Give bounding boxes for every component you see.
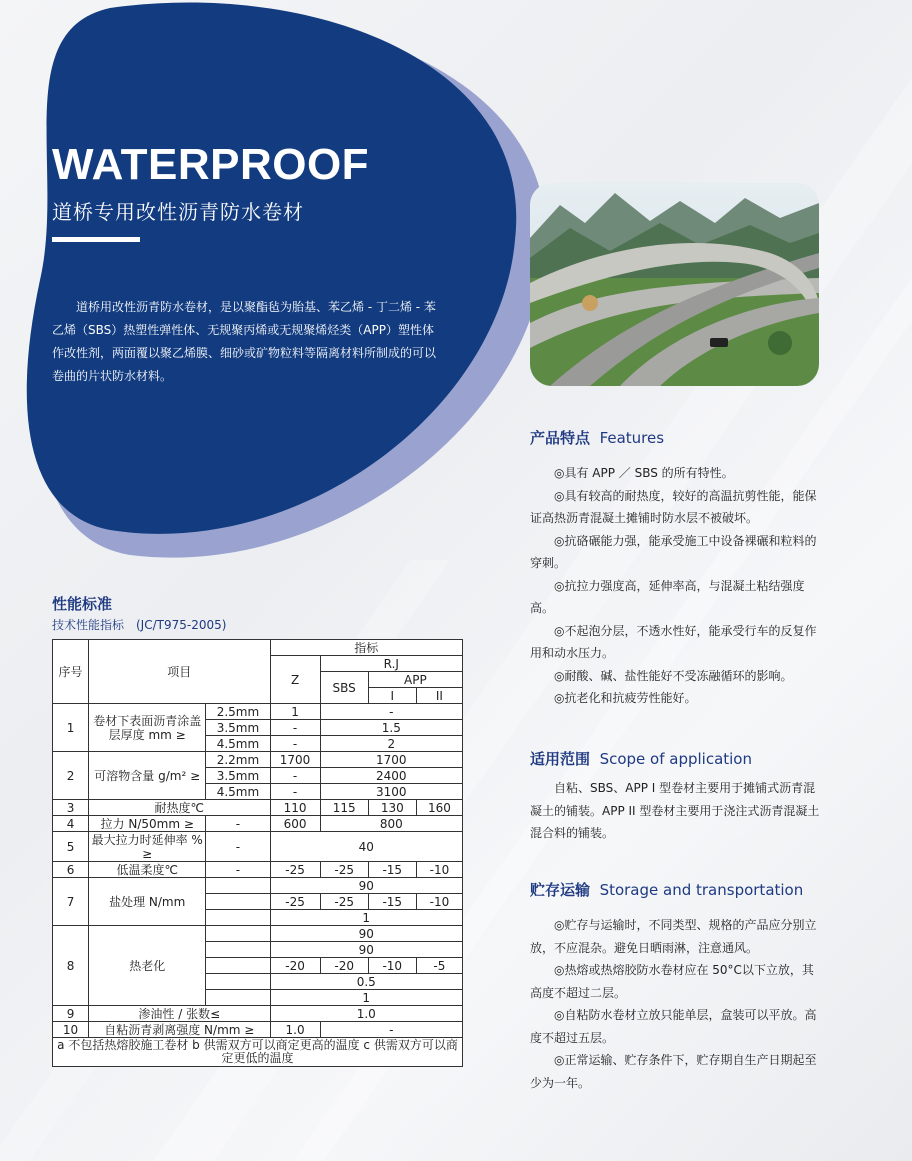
cell-value: 90: [270, 878, 463, 894]
cell-no: 9: [53, 1006, 89, 1022]
header-rj: R.J: [320, 656, 462, 672]
cell-rj: 1.5: [320, 720, 462, 736]
cell-item: 盐处理 N/mm: [89, 878, 206, 926]
cell-no: 3: [53, 800, 89, 816]
header-app-i: I: [368, 688, 416, 704]
header-app: APP: [368, 672, 462, 688]
cell-no: 6: [53, 862, 89, 878]
cell-no: 1: [53, 704, 89, 752]
table-row: [53, 752, 463, 768]
cell-item: 自粘沥青剥离强度 N/mm ≥: [89, 1022, 270, 1038]
cell-spec: [206, 974, 270, 990]
cell-z: -: [270, 720, 320, 736]
scope-text: 自粘、SBS、APP I 型卷材主要用于摊铺式沥青混凝土的铺装。APP II 型卷材主要用于浇注式沥青混凝土混合料的铺装。: [530, 781, 820, 840]
cell-spec: [206, 926, 270, 942]
cell-spec: -: [206, 862, 270, 878]
cell-item: 最大拉力时延伸率 % ≥: [89, 832, 206, 862]
cell-no: 7: [53, 878, 89, 926]
table-row: [53, 926, 463, 942]
cell-spec: 4.5mm: [206, 736, 270, 752]
cell-z: -25: [270, 862, 320, 878]
cell-value: 0.5: [270, 974, 463, 990]
storage-list: [530, 914, 822, 1094]
cell-z: 1.0: [270, 1022, 320, 1038]
cell-rj: 1700: [320, 752, 462, 768]
cell-value: 90: [270, 926, 463, 942]
cell-item: 可溶物含量 g/m² ≥: [89, 752, 206, 800]
table-row: [53, 704, 463, 720]
cell-app-ii: -5: [416, 958, 462, 974]
hero-navy-shape: [27, 3, 516, 534]
cell-sbs: -25: [320, 894, 368, 910]
storage-item: ◎正常运输、贮存条件下，贮存期自生产日期起至少为一年。: [530, 1053, 817, 1090]
cell-app-i: -10: [368, 958, 416, 974]
cell-spec: -: [206, 832, 270, 862]
cell-spec: -: [206, 816, 270, 832]
features-title: [530, 427, 664, 448]
header-no: 序号: [53, 640, 89, 704]
cell-rj: 800: [320, 816, 462, 832]
cell-no: 4: [53, 816, 89, 832]
cell-app-ii: -10: [416, 862, 462, 878]
table-row: [53, 800, 463, 816]
cell-spec: 2.2mm: [206, 752, 270, 768]
performance-subtitle: 技术性能指标 (JC/T975-2005): [52, 618, 227, 632]
hero-intro: 道桥用改性沥青防水卷材，是以聚酯毡为胎基、苯乙烯 - 丁二烯 - 苯乙烯（SBS）热塑性弹性体、无规聚丙烯或无规聚烯烃类（APP）塑性体作改性剂，两面覆以聚乙烯膜、细砂或矿物粒料等隔离材料所制成的可以卷曲的片状防水材料。: [52, 300, 437, 383]
cell-app-i: -15: [368, 862, 416, 878]
cell-spec: 3.5mm: [206, 720, 270, 736]
feature-item: ◎耐酸、碱、盐性能好不受冻融循环的影响。: [554, 668, 793, 683]
storage-item: ◎贮存与运输时，不同类型、规格的产品应分别立放，不应混杂。避免日晒雨淋，注意通风。: [530, 918, 817, 955]
cell-z: -25: [270, 894, 320, 910]
feature-item: ◎抗硌碾能力强，能承受施工中设备裸碾和粒料的穿刺。: [530, 533, 817, 570]
cell-z: -: [270, 736, 320, 752]
header-app-ii: II: [416, 688, 462, 704]
cell-app-ii: 160: [416, 800, 462, 816]
scope-title: [530, 748, 752, 769]
cell-spec: [206, 910, 270, 926]
feature-item: ◎不起泡分层，不透水性好，能承受行车的反复作用和动水压力。: [530, 623, 817, 660]
cell-rj: 2: [320, 736, 462, 752]
cell-item: 卷材下表面沥青涂盖层厚度 mm ≥: [89, 704, 206, 752]
header-sbs: SBS: [320, 672, 368, 704]
feature-item: ◎抗拉力强度高，延伸率高，与混凝土粘结强度高。: [530, 578, 805, 615]
cell-spec: 2.5mm: [206, 704, 270, 720]
cell-spec: [206, 990, 270, 1006]
highway-interchange-photo: [530, 183, 819, 386]
cell-rj: 3100: [320, 784, 462, 800]
storage-title-en: Storage and transportation: [599, 881, 804, 899]
hero-subtitle: 道桥专用改性沥青防水卷材: [52, 200, 304, 224]
header-item: 项目: [89, 640, 270, 704]
table-row: [53, 878, 463, 894]
features-list: [530, 462, 822, 710]
cell-no: 8: [53, 926, 89, 1006]
scope-title-zh: 适用范围: [530, 750, 591, 768]
cell-item: 低温柔度℃: [89, 862, 206, 878]
performance-table: [52, 639, 463, 1067]
header-index: 指标: [270, 640, 463, 656]
cell-z: 1700: [270, 752, 320, 768]
cell-app-ii: -10: [416, 894, 462, 910]
cell-sbs: -25: [320, 862, 368, 878]
cell-spec: [206, 894, 270, 910]
cell-rj: 2400: [320, 768, 462, 784]
cell-spec: 4.5mm: [206, 784, 270, 800]
cell-no: 10: [53, 1022, 89, 1038]
features-title-en: Features: [599, 429, 665, 447]
cell-z: 110: [270, 800, 320, 816]
cell-item: 耐热度℃: [89, 800, 270, 816]
features-title-zh: 产品特点: [530, 429, 591, 447]
cell-value: 1: [270, 910, 463, 926]
storage-item: ◎热熔或热熔胶防水卷材应在 50°C以下立放，其高度不超过二层。: [530, 963, 814, 1000]
table-row: [53, 1022, 463, 1038]
cell-item: 热老化: [89, 926, 206, 1006]
table-footnote-row: [53, 1038, 463, 1067]
cell-app-i: -15: [368, 894, 416, 910]
feature-item: ◎具有较高的耐热度，较好的高温抗剪性能，能保证高热沥青混凝土摊铺时防水层不被破坏。: [530, 488, 817, 525]
hero-title: WATERPROOF: [52, 140, 370, 189]
cell-z: -: [270, 768, 320, 784]
cell-z: -: [270, 784, 320, 800]
cell-item: 拉力 N/50mm ≥: [89, 816, 206, 832]
cell-item: 渗油性 / 张数≤: [89, 1006, 270, 1022]
cell-value: 1.0: [270, 1006, 463, 1022]
cell-rj: -: [320, 1022, 462, 1038]
cell-no: 5: [53, 832, 89, 862]
table-row: [53, 816, 463, 832]
cell-spec: [206, 878, 270, 894]
hero-divider: [52, 237, 140, 242]
header-z: Z: [270, 656, 320, 704]
cell-spec: [206, 942, 270, 958]
cell-value: 1: [270, 990, 463, 1006]
storage-title-zh: 贮存运输: [530, 881, 591, 899]
cell-app-i: 130: [368, 800, 416, 816]
cell-sbs: -20: [320, 958, 368, 974]
cell-no: 2: [53, 752, 89, 800]
scope-title-en: Scope of application: [599, 750, 752, 768]
cell-z: 600: [270, 816, 320, 832]
table-header-row: [53, 640, 463, 656]
table-row: [53, 832, 463, 862]
feature-item: ◎抗老化和抗疲劳性能好。: [554, 691, 697, 705]
highway-illustration: [530, 183, 819, 386]
cell-spec: 3.5mm: [206, 768, 270, 784]
cell-rj: -: [320, 704, 462, 720]
table-row: [53, 862, 463, 878]
cell-z: 1: [270, 704, 320, 720]
cell-z: -20: [270, 958, 320, 974]
scope-body: [530, 777, 822, 845]
storage-title: [530, 879, 803, 900]
table-row: [53, 1006, 463, 1022]
cell-value: 40: [270, 832, 463, 862]
feature-item: ◎具有 APP ／ SBS 的所有特性。: [554, 466, 734, 480]
table-footnote: a 不包括热熔胶施工卷材 b 供需双方可以商定更高的温度 c 供需双方可以商定更低的温度: [53, 1038, 463, 1067]
cell-value: 90: [270, 942, 463, 958]
storage-item: ◎自粘防水卷材立放只能单层，盒装可以平放。高度不超过五层。: [530, 1008, 817, 1045]
cell-spec: [206, 958, 270, 974]
performance-title: 性能标准: [52, 595, 113, 613]
cell-sbs: 115: [320, 800, 368, 816]
